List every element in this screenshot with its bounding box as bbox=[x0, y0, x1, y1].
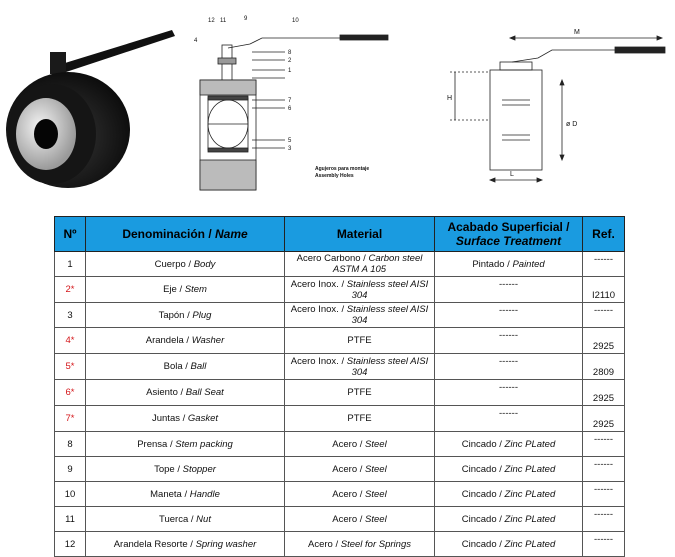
cell-finish: ------ bbox=[435, 354, 583, 380]
cell-number: 10 bbox=[55, 482, 86, 507]
table-row bbox=[55, 532, 625, 557]
cell-material: Acero Inox. / Stainless steel AISI 304 bbox=[285, 277, 435, 303]
cell-finish: Cincado / Zinc PLated bbox=[435, 507, 583, 532]
cell-number: 8 bbox=[55, 432, 86, 457]
table-row bbox=[55, 482, 625, 507]
callout-9: 9 bbox=[244, 16, 248, 22]
cell-ref: ------ bbox=[583, 507, 625, 532]
cell-ref: ------ bbox=[583, 482, 625, 507]
cell-ref: ------ bbox=[583, 252, 625, 277]
cell-ref: ------ bbox=[583, 532, 625, 557]
cell-material: Acero / Steel bbox=[285, 432, 435, 457]
table-row bbox=[55, 328, 625, 354]
cell-material: Acero / Steel for Springs bbox=[285, 532, 435, 557]
valve-product-photo bbox=[0, 12, 185, 192]
header-surface-treatment: Acabado Superficial / Surface Treatment bbox=[435, 217, 583, 252]
cell-finish: ------ bbox=[435, 303, 583, 328]
valve-section-drawing bbox=[190, 10, 420, 195]
cell-material: Acero Inox. / Stainless steel AISI 304 bbox=[285, 303, 435, 328]
cell-ref: ------ bbox=[583, 457, 625, 482]
cell-name: Bola / Ball bbox=[86, 354, 285, 380]
cell-ref: 2809 bbox=[583, 354, 625, 380]
cell-material: PTFE bbox=[285, 380, 435, 406]
cell-name: Asiento / Ball Seat bbox=[86, 380, 285, 406]
table-row bbox=[55, 252, 625, 277]
cell-ref: ------ bbox=[583, 303, 625, 328]
table-row bbox=[55, 457, 625, 482]
header-number: Nº bbox=[55, 217, 86, 252]
cell-finish: ------ bbox=[435, 406, 583, 432]
cell-name: Tapón / Plug bbox=[86, 303, 285, 328]
cell-number: 4* bbox=[55, 328, 86, 354]
cell-finish: Cincado / Zinc PLated bbox=[435, 532, 583, 557]
cell-name: Arandela / Washer bbox=[86, 328, 285, 354]
callout-10: 10 bbox=[292, 18, 299, 24]
callout-3: 3 bbox=[288, 146, 292, 152]
callout-12: 12 bbox=[208, 18, 215, 24]
cell-finish: Pintado / Painted bbox=[435, 252, 583, 277]
cell-finish: ------ bbox=[435, 328, 583, 354]
assembly-note-es: Agujeros para montaje bbox=[315, 166, 370, 172]
callout-1: 1 bbox=[288, 68, 292, 74]
assembly-note-en: Assembly Holes bbox=[315, 173, 354, 179]
cell-number: 3 bbox=[55, 303, 86, 328]
cell-name: Maneta / Handle bbox=[86, 482, 285, 507]
cell-number: 1 bbox=[55, 252, 86, 277]
cell-finish: Cincado / Zinc PLated bbox=[435, 482, 583, 507]
cell-number: 2* bbox=[55, 277, 86, 303]
cell-number: 6* bbox=[55, 380, 86, 406]
valve-dimension-drawing bbox=[440, 10, 675, 190]
cell-material: Acero / Steel bbox=[285, 507, 435, 532]
cell-name: Arandela Resorte / Spring washer bbox=[86, 532, 285, 557]
callout-2: 2 bbox=[288, 58, 292, 64]
cell-name: Tuerca / Nut bbox=[86, 507, 285, 532]
cell-ref: 2925 bbox=[583, 380, 625, 406]
cell-ref: 2925 bbox=[583, 328, 625, 354]
callout-8: 8 bbox=[288, 50, 292, 56]
table-row bbox=[55, 277, 625, 303]
cell-name: Cuerpo / Body bbox=[86, 252, 285, 277]
cell-material: Acero Inox. / Stainless steel AISI 304 bbox=[285, 354, 435, 380]
cell-name: Tope / Stopper bbox=[86, 457, 285, 482]
callout-4: 4 bbox=[194, 38, 198, 44]
table-row bbox=[55, 303, 625, 328]
cell-ref: 2925 bbox=[583, 406, 625, 432]
header-name: Denominación / Name bbox=[86, 217, 285, 252]
cell-ref: I2110 bbox=[583, 277, 625, 303]
callout-11: 11 bbox=[220, 18, 227, 24]
cell-finish: Cincado / Zinc PLated bbox=[435, 457, 583, 482]
cell-finish: Cincado / Zinc PLated bbox=[435, 432, 583, 457]
table-row bbox=[55, 406, 625, 432]
cell-name: Eje / Stem bbox=[86, 277, 285, 303]
callout-5: 5 bbox=[288, 138, 292, 144]
cell-number: 12 bbox=[55, 532, 86, 557]
callout-6: 6 bbox=[288, 106, 292, 112]
cell-name: Prensa / Stem packing bbox=[86, 432, 285, 457]
cell-number: 7* bbox=[55, 406, 86, 432]
table-row bbox=[55, 354, 625, 380]
cell-name: Juntas / Gasket bbox=[86, 406, 285, 432]
dim-label-l: L bbox=[510, 171, 514, 178]
cell-number: 5* bbox=[55, 354, 86, 380]
callout-7: 7 bbox=[288, 98, 292, 104]
cell-material: PTFE bbox=[285, 406, 435, 432]
cell-material: Acero Carbono / Carbon steel ASTM A 105 bbox=[285, 252, 435, 277]
cell-material: Acero / Steel bbox=[285, 482, 435, 507]
cell-ref: ------ bbox=[583, 432, 625, 457]
dim-label-m: M bbox=[574, 29, 580, 36]
dim-label-d: ø D bbox=[566, 121, 578, 128]
header-ref: Ref. bbox=[583, 217, 625, 252]
table-row bbox=[55, 432, 625, 457]
table-row bbox=[55, 380, 625, 406]
table-header-row bbox=[55, 217, 625, 252]
cell-finish: ------ bbox=[435, 380, 583, 406]
cell-number: 11 bbox=[55, 507, 86, 532]
table-row bbox=[55, 507, 625, 532]
cell-material: Acero / Steel bbox=[285, 457, 435, 482]
dim-label-h: H bbox=[447, 95, 453, 102]
cell-material: PTFE bbox=[285, 328, 435, 354]
cell-finish: ------ bbox=[435, 277, 583, 303]
cell-number: 9 bbox=[55, 457, 86, 482]
parts-table bbox=[54, 216, 625, 557]
header-material: Material bbox=[285, 217, 435, 252]
